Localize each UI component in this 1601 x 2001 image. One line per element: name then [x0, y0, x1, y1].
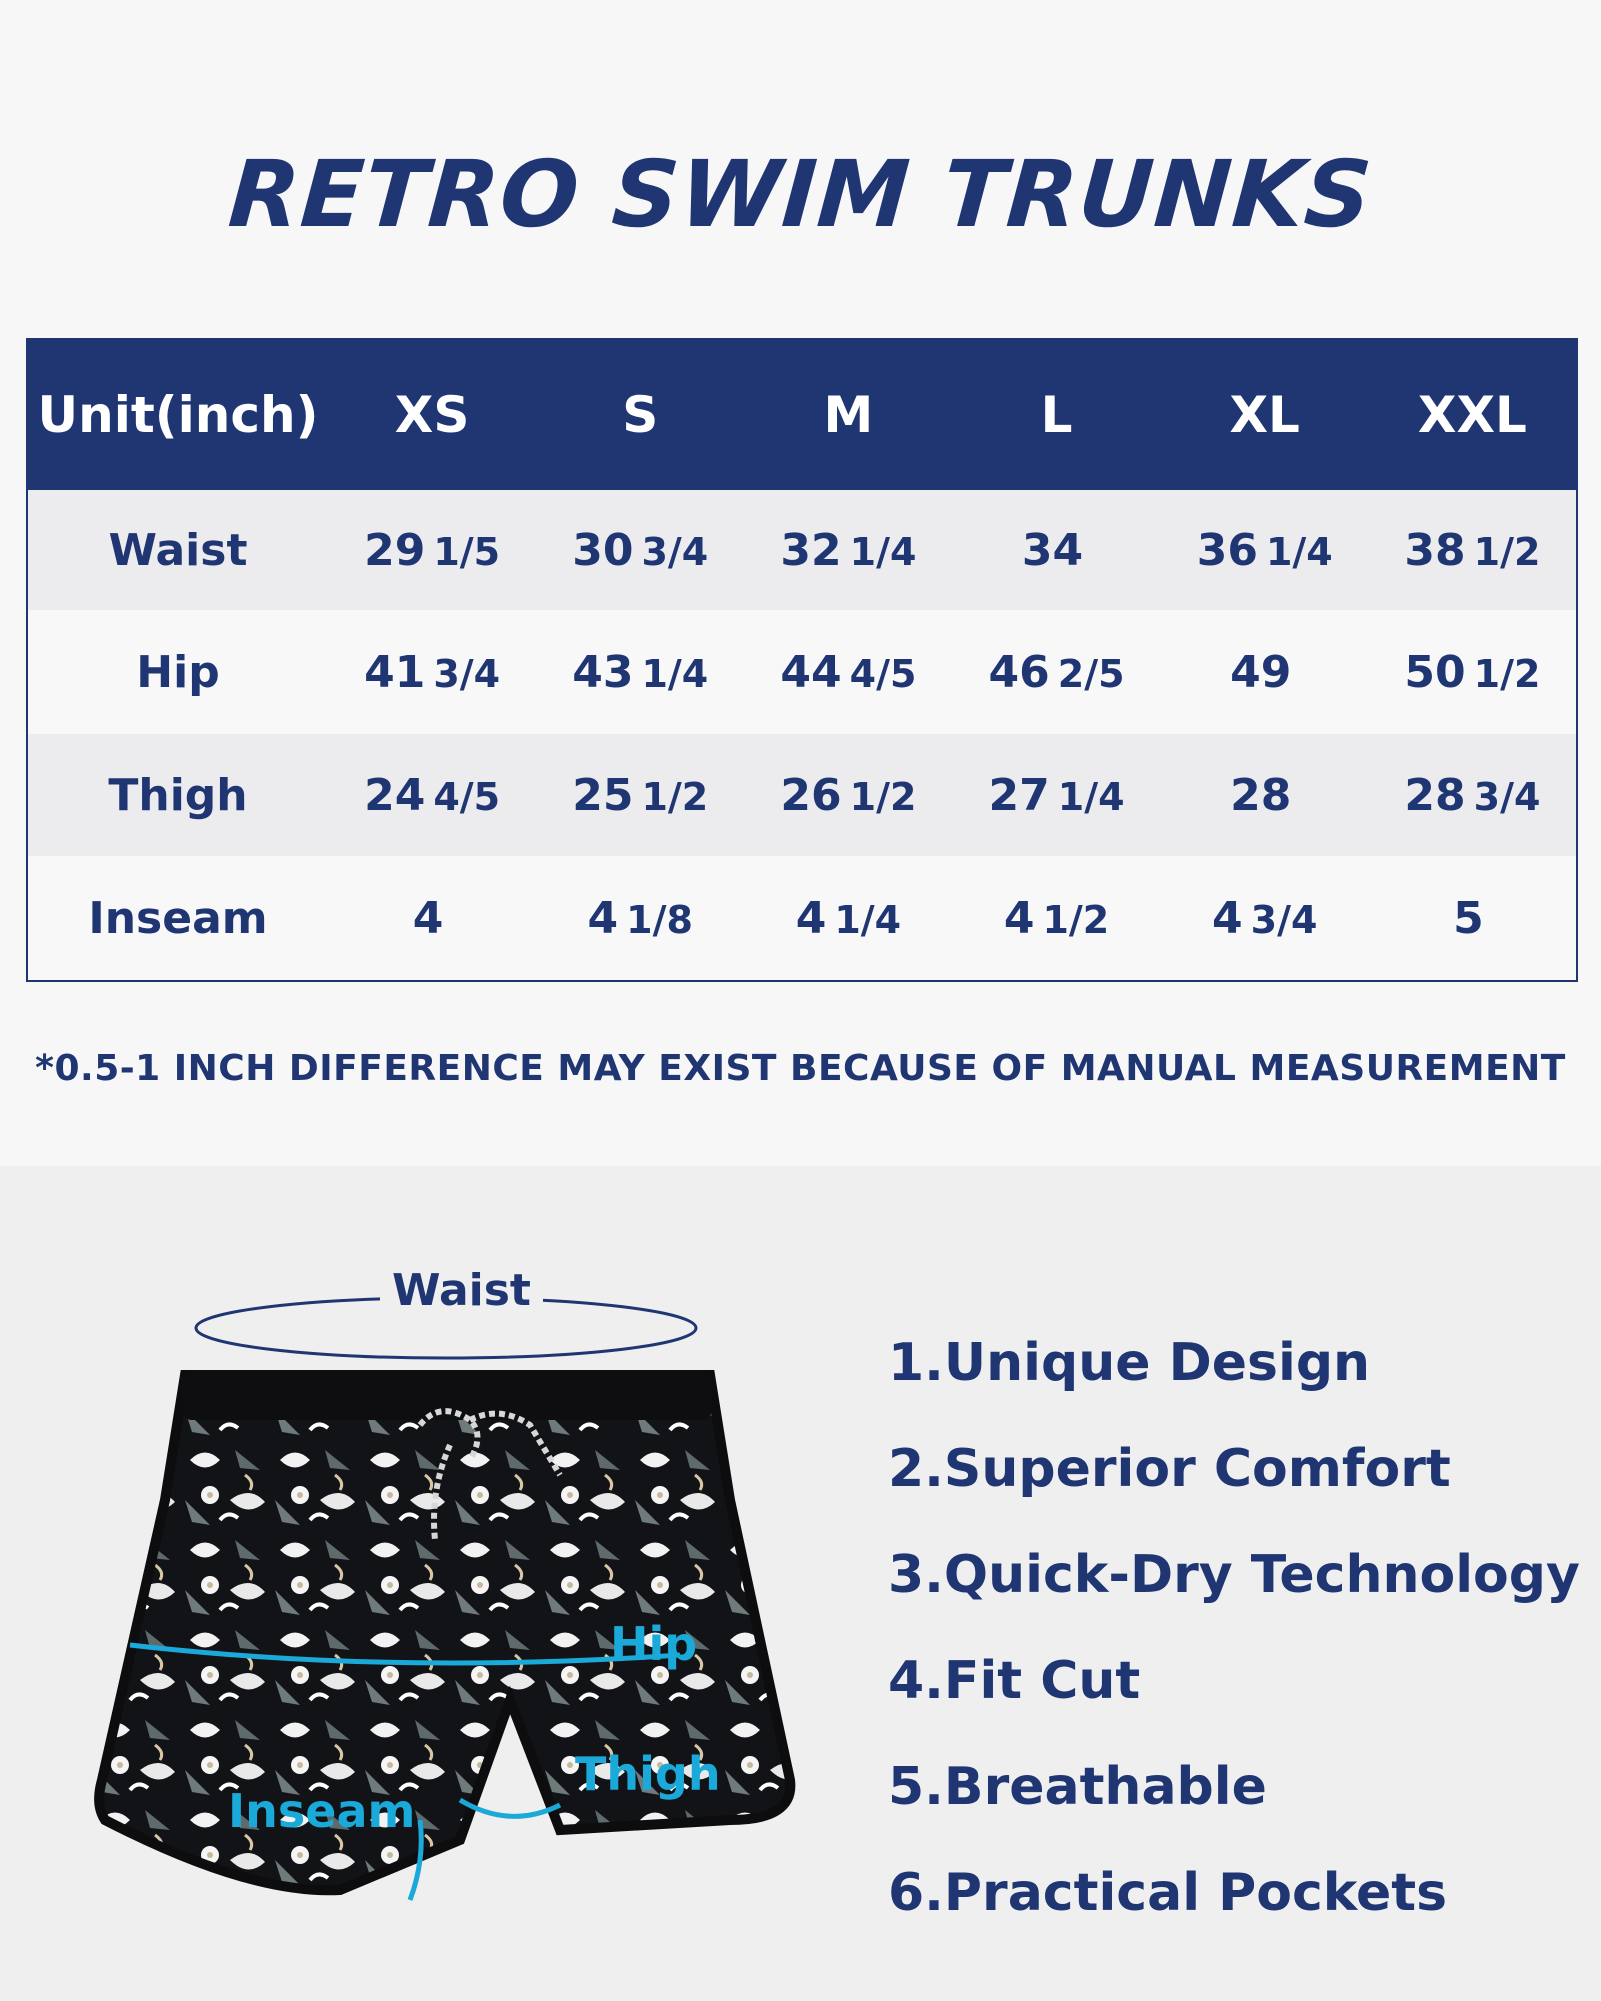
- cell-fraction: 1/2: [1473, 529, 1541, 574]
- cell-fraction: 1/2: [1473, 651, 1541, 696]
- cell-fraction: 1/4: [834, 897, 902, 942]
- table-cell: [952, 490, 1160, 610]
- cell-fraction: 1/8: [626, 897, 693, 942]
- table-row-hip: [27, 610, 1577, 734]
- table-cell: [952, 734, 1160, 856]
- table-cell: [328, 490, 536, 610]
- waist-measure-label: Waist: [380, 1265, 543, 1316]
- table-cell: [328, 734, 536, 856]
- column-header-m: M: [744, 339, 952, 490]
- cell-whole: 27: [988, 769, 1050, 821]
- column-header-unit: Unit(inch): [27, 339, 328, 490]
- measurement-note: *0.5-1 INCH DIFFERENCE MAY EXIST BECAUSE OF MANUAL MEASUREMENT: [35, 1048, 1566, 1089]
- cell-fraction: 1/5: [433, 529, 501, 574]
- feature-list: [888, 1310, 1580, 1946]
- cell-whole: 4: [1212, 892, 1243, 944]
- hip-measure-label: Hip: [610, 1617, 698, 1671]
- cell-whole: 50: [1404, 646, 1466, 698]
- cell-whole: 4: [587, 892, 619, 944]
- inseam-measure-label: Inseam: [228, 1784, 416, 1838]
- cell-fraction: 1/4: [1057, 774, 1125, 819]
- swim-trunks-illustration: [90, 1260, 820, 1920]
- feature-item: 3.Quick-Dry Technology: [888, 1545, 1580, 1605]
- table-cell: [952, 610, 1160, 734]
- cell-whole: 5: [1453, 892, 1484, 944]
- cell-fraction: 4/5: [433, 774, 501, 819]
- row-label: Waist: [27, 490, 328, 610]
- table-cell: [744, 856, 952, 981]
- table-cell: [952, 856, 1160, 981]
- table-cell: [1369, 734, 1577, 856]
- table-cell: [744, 610, 952, 734]
- cell-whole: 46: [988, 646, 1050, 698]
- feature-item: 1.Unique Design: [888, 1333, 1371, 1393]
- table-cell: [1369, 856, 1577, 981]
- cell-whole: 38: [1404, 524, 1466, 576]
- cell-whole: 26: [780, 769, 842, 821]
- table-cell: [536, 734, 744, 856]
- cell-fraction: 2/5: [1057, 651, 1125, 696]
- cell-fraction: 4/5: [849, 651, 917, 696]
- table-cell: [536, 610, 744, 734]
- column-header-xxl: XXL: [1369, 339, 1577, 490]
- table-row-thigh: [27, 734, 1577, 856]
- table-cell: [1161, 610, 1369, 734]
- cell-whole: 25: [572, 769, 634, 821]
- row-label: Thigh: [27, 734, 328, 856]
- cell-whole: 4: [795, 892, 827, 944]
- cell-fraction: 1/4: [1265, 529, 1333, 574]
- column-header-s: S: [536, 339, 744, 490]
- row-label: Inseam: [27, 856, 328, 981]
- cell-whole: 24: [364, 769, 426, 821]
- cell-whole: 4: [412, 892, 444, 944]
- page-title: RETRO SWIM TRUNKS: [225, 141, 1376, 248]
- table-cell: [536, 856, 744, 981]
- cell-whole: 41: [364, 646, 426, 698]
- feature-item: 6.Practical Pockets: [888, 1863, 1448, 1923]
- size-table: [26, 338, 1578, 982]
- table-cell: [744, 490, 952, 610]
- column-header-l: L: [952, 339, 1160, 490]
- cell-fraction: 3/4: [1250, 897, 1318, 942]
- cell-whole: 36: [1196, 524, 1258, 576]
- table-header-row: [27, 339, 1577, 490]
- column-header-xs: XS: [328, 339, 536, 490]
- feature-item: 5.Breathable: [888, 1757, 1267, 1817]
- cell-fraction: 1/2: [641, 774, 709, 819]
- cell-whole: 28: [1230, 769, 1292, 821]
- table-cell: [744, 734, 952, 856]
- table-cell: [328, 856, 536, 981]
- cell-fraction: 1/4: [849, 529, 917, 574]
- cell-whole: 30: [572, 524, 634, 576]
- cell-fraction: 1/4: [641, 651, 709, 696]
- table-cell: [1369, 610, 1577, 734]
- table-row-waist: [27, 490, 1577, 610]
- cell-fraction: 3/4: [1473, 774, 1541, 819]
- cell-whole: 34: [1021, 524, 1084, 576]
- cell-whole: 28: [1404, 769, 1466, 821]
- cell-whole: 49: [1230, 646, 1292, 698]
- cell-whole: 29: [364, 524, 426, 576]
- table-cell: [1369, 490, 1577, 610]
- row-label: Hip: [27, 610, 328, 734]
- table-cell: [328, 610, 536, 734]
- feature-item: 4.Fit Cut: [888, 1651, 1141, 1711]
- table-row-inseam: [27, 856, 1577, 981]
- thigh-measure-label: Thigh: [575, 1747, 721, 1801]
- cell-fraction: 1/2: [1042, 897, 1110, 942]
- column-header-xl: XL: [1161, 339, 1369, 490]
- table-cell: [1161, 734, 1369, 856]
- cell-fraction: 3/4: [641, 529, 709, 574]
- table-cell: [1161, 856, 1369, 981]
- cell-fraction: 1/2: [849, 774, 917, 819]
- cell-whole: 32: [780, 524, 842, 576]
- feature-item: 2.Superior Comfort: [888, 1439, 1451, 1499]
- cell-whole: 43: [572, 646, 634, 698]
- table-cell: [1161, 490, 1369, 610]
- cell-whole: 4: [1003, 892, 1035, 944]
- cell-whole: 44: [780, 646, 842, 698]
- cell-fraction: 3/4: [433, 651, 501, 696]
- table-cell: [536, 490, 744, 610]
